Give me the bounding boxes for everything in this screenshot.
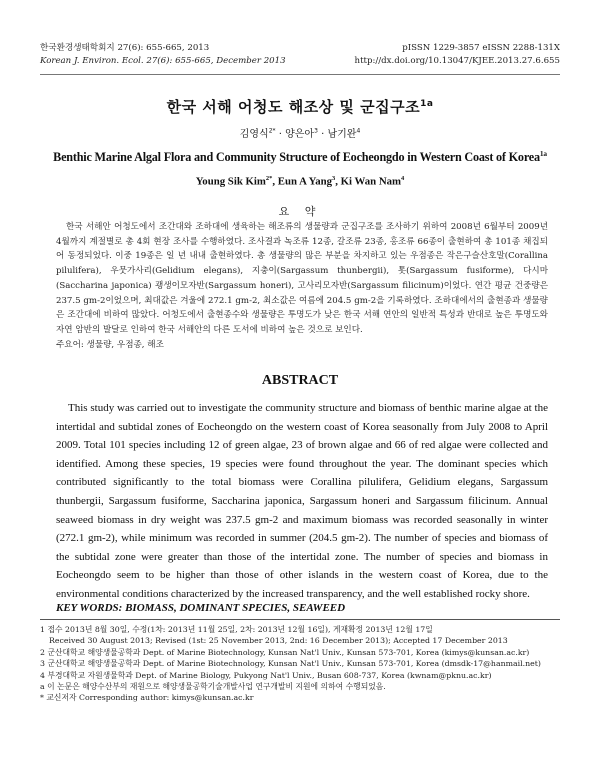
authors-english: Young Sik Kim$^{2*}$, Eun A Yang$^3$, Ki Wan Nam$^4$ (195, 175, 405, 188)
title-english: Benthic Marine Algal Flora and Community Structure of Eocheongdo in Western Coast of Korea$^{1a}$ (53, 149, 547, 165)
footnote-received-en: Received 30 August 2013; Revised (1st: 25 November 2013, 2nd: 16 December 2013); Accepted 17 December 2013 (49, 636, 508, 646)
issn: pISSN 1229-3857 eISSN 2288-131X (402, 43, 560, 53)
authors-korean: 김영식$^{2*}$ · 양은아$^3$ · 남기완$^4$ (239, 127, 361, 140)
english-abstract: This study was carried out to investigate the community structure and biomass of benthic marine algae at the intertidal and subtidal zones of Eocheongdo on the western coast of Korea seasonally from July 2008 to April 2009. Total 101 species including 12 of green algae, 23 of brown algae and 66 of red algae were collected and identified. Among these species, 19 species were found throughout the year. The dominant species which contributed significantly to the total biomass were Corallina pilulifera, Gelidium elegans, Sargassum thunbergii, Sargassum fusiforme, Saccharina japonica, Sargassum honeri and Sargassum filicinum. Annual seaweed biomass in dry weight was 237.5 gm-2 and maximum biomass was recorded seasonally in winter (272.1 gm-2), while minimum was recorded in summer (204.5 gm-2). The number of species and biomass of the subtidal zone were greater than those of the intertidal zone. The number of species and biomass in Eocheongdo seem to be higher than those of other islands in the western coast of Korea, due to the environmental conditions characterized by the increased transparency, and the well established rocky shore. (56, 402, 548, 600)
korean-abstract-heading: 요 약 (278, 205, 322, 218)
doi-link[interactable]: http://dx.doi.org/10.13047/KJEE.2013.27.6.655 (354, 56, 560, 66)
footnote-affiliation-4: 4 부경대학교 자원생물학과 Dept. of Marine Biology, Pukyong Nat'l Univ., Busan 608-737, Korea (kwnam@pknu.ac.kr) (40, 670, 492, 680)
footnote-affiliation-2: 2 군산대학교 해양생물공학과 Dept. of Marine Biotechnology, Kunsan Nat'l Univ., Kunsan 573-701, Korea (kimys@kunsan.ac.kr) (40, 647, 530, 657)
footnote-corresponding-author: * 교신저자 Corresponding author: kimys@kunsan.ac.kr (40, 693, 254, 703)
footnotes (40, 624, 560, 704)
keywords: KEY WORDS: BIOMASS, DOMINANT SPECIES, SEAWEED (56, 602, 346, 614)
journal-name-en: Korean J. Environ. Ecol. 27(6): 655-665, December 2013 (40, 56, 286, 66)
abstract-heading: ABSTRACT (261, 373, 339, 388)
korean-abstract: 한국 서해안 어청도에서 조간대와 조하대에 생육하는 해조류의 생물량과 군집구조를 조사하기 위하여 2008년 6월부터 2009년 4월까지 계절별로 총 4회 현장 조사를 수행하였다. 조사결과 녹조류 12종, 갈조류 23종, 홍조류 66종이 출현하여 총 101종 채집되어 동정되었다. 이중 19종은 일 년 내내 출현하였다. 총 생물량의 많은 부분을 차지하고 있는 우점종은 작은구슬산호말(Corallina pilulifera), 우뭇가사리(Gelidium elegans), 지충이(Sargassum thunbergii), 톳(Sargassum fusiforme), 다시마(Saccharina japonica) 괭생이모자반(Sargassum honeri), 고사리모자반(Sargassum filicinum)이었다. 연간 평균 건중량은 237.5 gm-2이었으며, 최대값은 겨울에 272.1 gm-2, 최소값은 여름에 204.5 gm-2을 기록하였다. 조하대에서의 출현종과 생물량은 조간대에 비하여 많았다. 어청도에서 출현종수와 생물량은 투명도가 낮은 한국 서해 연안의 일반적 특성과 반대로 높은 투명도와 자연 암반의 발달로 인하여 한국 서해안의 다른 도서에 비하여 높은 것으로 보인다. (56, 222, 548, 335)
footnote-received-ko: 1 접수 2013년 8월 30일, 수정(1차: 2013년 11월 25일, 2차: 2013년 12월 16일), 게재확정 2013년 12월 17일 (40, 625, 433, 634)
footnote-affiliation-3: 3 군산대학교 해양생물공학과 Dept. of Marine Biotechnology, Kunsan Nat'l Univ., Kunsan 573-701, Korea (dmsdk-17@hanmail.net) (40, 659, 541, 669)
header-divider (40, 74, 560, 75)
title-korean: 한국 서해 어청도 해조상 및 군집구조$^{1a}$ (166, 98, 434, 116)
journal-name-ko: 한국환경생태학회지 27(6): 655-665, 2013 (40, 43, 210, 53)
footnote-divider (40, 619, 560, 620)
footnote-funding: a 이 논문은 해양수산부의 재원으로 해양생물공학기술개발사업 연구개발비 지원에 의하여 수행되었음. (40, 682, 386, 692)
korean-keywords: 주요어: 생물량, 우점종, 해조 (56, 340, 164, 350)
